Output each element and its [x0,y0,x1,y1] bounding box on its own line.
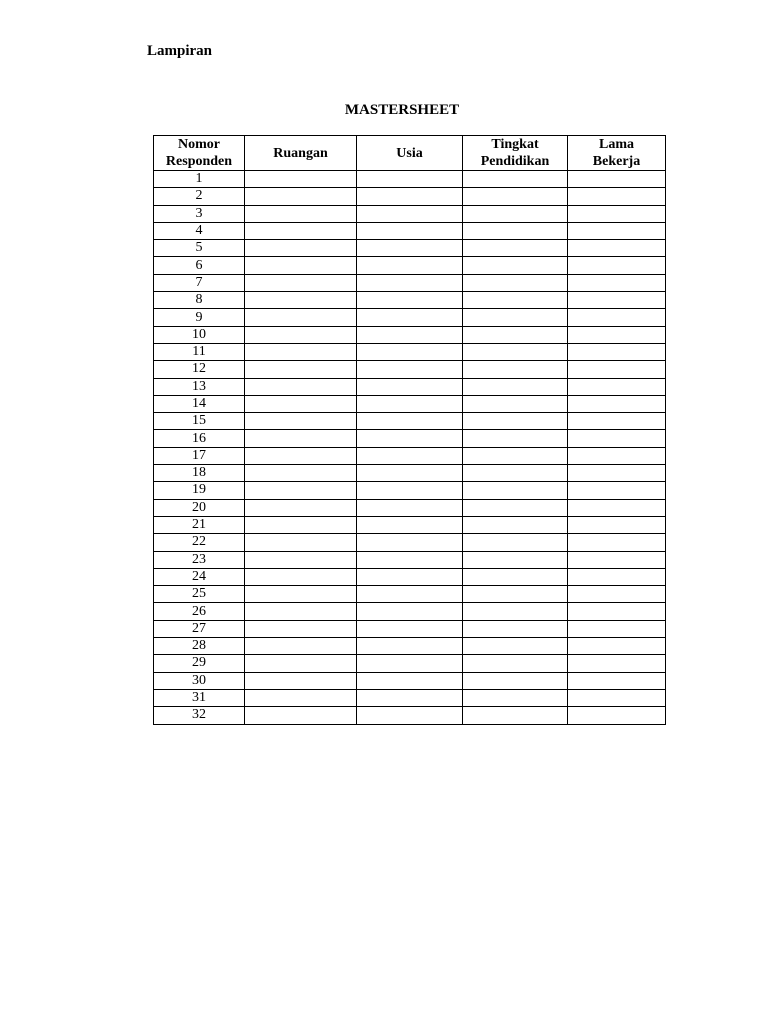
usia-cell [357,516,463,533]
table-row [154,326,666,343]
ruangan-cell [245,689,357,706]
ruangan-cell [245,430,357,447]
table-row [154,586,666,603]
ruangan-cell [245,465,357,482]
respondent-number-cell: 23 [154,551,245,568]
header-line: Lama [599,137,634,152]
tingkat-pendidikan-cell [463,257,568,274]
ruangan-cell [245,655,357,672]
ruangan-cell [245,707,357,724]
table-row [154,188,666,205]
ruangan-cell [245,205,357,222]
respondent-number-cell: 8 [154,292,245,309]
usia-cell [357,205,463,222]
header-line: Tingkat [491,137,539,152]
lama-bekerja-cell [568,430,666,447]
lama-bekerja-cell [568,222,666,239]
usia-cell [357,188,463,205]
respondent-number-cell: 32 [154,707,245,724]
ruangan-cell [245,171,357,188]
lama-bekerja-cell [568,638,666,655]
usia-cell [357,222,463,239]
table-row [154,603,666,620]
tingkat-pendidikan-cell [463,343,568,360]
table-row [154,655,666,672]
lama-bekerja-cell [568,274,666,291]
tingkat-pendidikan-cell [463,447,568,464]
header-line: Pendidikan [480,154,550,169]
header-ruangan [245,136,357,171]
ruangan-cell [245,586,357,603]
ruangan-cell [245,603,357,620]
lama-bekerja-cell [568,361,666,378]
usia-cell [357,240,463,257]
table-row [154,257,666,274]
tingkat-pendidikan-cell [463,482,568,499]
usia-cell [357,689,463,706]
respondent-number-cell: 30 [154,672,245,689]
table-row [154,205,666,222]
tingkat-pendidikan-cell [463,413,568,430]
usia-cell [357,499,463,516]
ruangan-cell [245,343,357,360]
table-row [154,638,666,655]
respondent-number-cell: 16 [154,430,245,447]
lama-bekerja-cell [568,257,666,274]
page-title: MASTERSHEET [344,102,460,118]
table-row [154,534,666,551]
ruangan-cell [245,568,357,585]
table-row [154,378,666,395]
lama-bekerja-cell [568,343,666,360]
ruangan-cell [245,274,357,291]
ruangan-cell [245,516,357,533]
table-row [154,707,666,724]
table-body [154,171,666,725]
table-row [154,447,666,464]
lama-bekerja-cell [568,292,666,309]
table-row [154,465,666,482]
ruangan-cell [245,551,357,568]
usia-cell [357,655,463,672]
respondent-number-cell: 10 [154,326,245,343]
respondent-number-cell: 21 [154,516,245,533]
table-row [154,395,666,412]
tingkat-pendidikan-cell [463,222,568,239]
respondent-number-cell: 5 [154,240,245,257]
lama-bekerja-cell [568,395,666,412]
ruangan-cell [245,672,357,689]
usia-cell [357,430,463,447]
header-lama-bekerja [568,136,666,171]
ruangan-cell [245,240,357,257]
lama-bekerja-cell [568,551,666,568]
lama-bekerja-cell [568,413,666,430]
ruangan-cell [245,188,357,205]
header-tingkat-pendidikan [463,136,568,171]
tingkat-pendidikan-cell [463,465,568,482]
usia-cell [357,707,463,724]
table-row [154,361,666,378]
table-row [154,240,666,257]
ruangan-cell [245,447,357,464]
lama-bekerja-cell [568,672,666,689]
usia-cell [357,603,463,620]
usia-cell [357,343,463,360]
tingkat-pendidikan-cell [463,516,568,533]
header-usia [357,136,463,171]
lama-bekerja-cell [568,707,666,724]
table-row [154,222,666,239]
tingkat-pendidikan-cell [463,292,568,309]
usia-cell [357,378,463,395]
tingkat-pendidikan-cell [463,361,568,378]
tingkat-pendidikan-cell [463,672,568,689]
respondent-number-cell: 24 [154,568,245,585]
usia-cell [357,447,463,464]
mastersheet-table [153,135,666,725]
tingkat-pendidikan-cell [463,551,568,568]
usia-cell [357,395,463,412]
respondent-number-cell: 1 [154,171,245,188]
tingkat-pendidikan-cell [463,620,568,637]
respondent-number-cell: 15 [154,413,245,430]
respondent-number-cell: 13 [154,378,245,395]
header-line: Nomor [178,137,220,152]
usia-cell [357,482,463,499]
ruangan-cell [245,534,357,551]
lama-bekerja-cell [568,568,666,585]
lama-bekerja-cell [568,188,666,205]
header-line: Ruangan [273,145,328,161]
respondent-number-cell: 31 [154,689,245,706]
respondent-number-cell: 26 [154,603,245,620]
respondent-number-cell: 9 [154,309,245,326]
tingkat-pendidikan-cell [463,395,568,412]
usia-cell [357,171,463,188]
lama-bekerja-cell [568,309,666,326]
table-row [154,672,666,689]
table-row [154,689,666,706]
lama-bekerja-cell [568,447,666,464]
header-line: Bekerja [592,154,641,169]
tingkat-pendidikan-cell [463,603,568,620]
table-row [154,413,666,430]
tingkat-pendidikan-cell [463,378,568,395]
lama-bekerja-cell [568,655,666,672]
tingkat-pendidikan-cell [463,568,568,585]
lama-bekerja-cell [568,482,666,499]
lama-bekerja-cell [568,171,666,188]
ruangan-cell [245,257,357,274]
respondent-number-cell: 14 [154,395,245,412]
usia-cell [357,257,463,274]
usia-cell [357,568,463,585]
ruangan-cell [245,309,357,326]
ruangan-cell [245,395,357,412]
table-row [154,568,666,585]
table-row [154,309,666,326]
header-line: Responden [165,154,233,169]
respondent-number-cell: 17 [154,447,245,464]
lama-bekerja-cell [568,516,666,533]
table-row [154,499,666,516]
respondent-number-cell: 2 [154,188,245,205]
respondent-number-cell: 28 [154,638,245,655]
ruangan-cell [245,378,357,395]
table-row [154,343,666,360]
tingkat-pendidikan-cell [463,586,568,603]
lama-bekerja-cell [568,586,666,603]
respondent-number-cell: 29 [154,655,245,672]
usia-cell [357,413,463,430]
ruangan-cell [245,361,357,378]
usia-cell [357,586,463,603]
usia-cell [357,326,463,343]
ruangan-cell [245,482,357,499]
usia-cell [357,292,463,309]
respondent-number-cell: 12 [154,361,245,378]
lama-bekerja-cell [568,378,666,395]
lama-bekerja-cell [568,689,666,706]
lama-bekerja-cell [568,499,666,516]
ruangan-cell [245,222,357,239]
ruangan-cell [245,620,357,637]
usia-cell [357,309,463,326]
tingkat-pendidikan-cell [463,638,568,655]
tingkat-pendidikan-cell [463,689,568,706]
ruangan-cell [245,413,357,430]
tingkat-pendidikan-cell [463,707,568,724]
tingkat-pendidikan-cell [463,326,568,343]
ruangan-cell [245,326,357,343]
respondent-number-cell: 7 [154,274,245,291]
table-row [154,482,666,499]
ruangan-cell [245,292,357,309]
respondent-number-cell: 22 [154,534,245,551]
header-line: Usia [396,145,423,161]
tingkat-pendidikan-cell [463,499,568,516]
respondent-number-cell: 19 [154,482,245,499]
usia-cell [357,672,463,689]
table-row [154,430,666,447]
table-row [154,274,666,291]
tingkat-pendidikan-cell [463,274,568,291]
respondent-number-cell: 20 [154,499,245,516]
tingkat-pendidikan-cell [463,655,568,672]
tingkat-pendidikan-cell [463,534,568,551]
respondent-number-cell: 11 [154,343,245,360]
lama-bekerja-cell [568,620,666,637]
tingkat-pendidikan-cell [463,205,568,222]
table-row [154,620,666,637]
page-heading: Lampiran [147,43,213,59]
respondent-number-cell: 4 [154,222,245,239]
respondent-number-cell: 3 [154,205,245,222]
usia-cell [357,638,463,655]
table-row [154,292,666,309]
lama-bekerja-cell [568,326,666,343]
usia-cell [357,465,463,482]
lama-bekerja-cell [568,534,666,551]
header-row [154,136,666,171]
usia-cell [357,361,463,378]
ruangan-cell [245,638,357,655]
tingkat-pendidikan-cell [463,188,568,205]
header-nomor-responden [154,136,245,171]
usia-cell [357,274,463,291]
respondent-number-cell: 6 [154,257,245,274]
respondent-number-cell: 27 [154,620,245,637]
tingkat-pendidikan-cell [463,430,568,447]
ruangan-cell [245,499,357,516]
usia-cell [357,534,463,551]
table-row [154,171,666,188]
table-row [154,551,666,568]
tingkat-pendidikan-cell [463,309,568,326]
tingkat-pendidikan-cell [463,171,568,188]
respondent-number-cell: 25 [154,586,245,603]
usia-cell [357,620,463,637]
tingkat-pendidikan-cell [463,240,568,257]
lama-bekerja-cell [568,603,666,620]
lama-bekerja-cell [568,240,666,257]
usia-cell [357,551,463,568]
respondent-number-cell: 18 [154,465,245,482]
table-row [154,516,666,533]
lama-bekerja-cell [568,465,666,482]
lama-bekerja-cell [568,205,666,222]
